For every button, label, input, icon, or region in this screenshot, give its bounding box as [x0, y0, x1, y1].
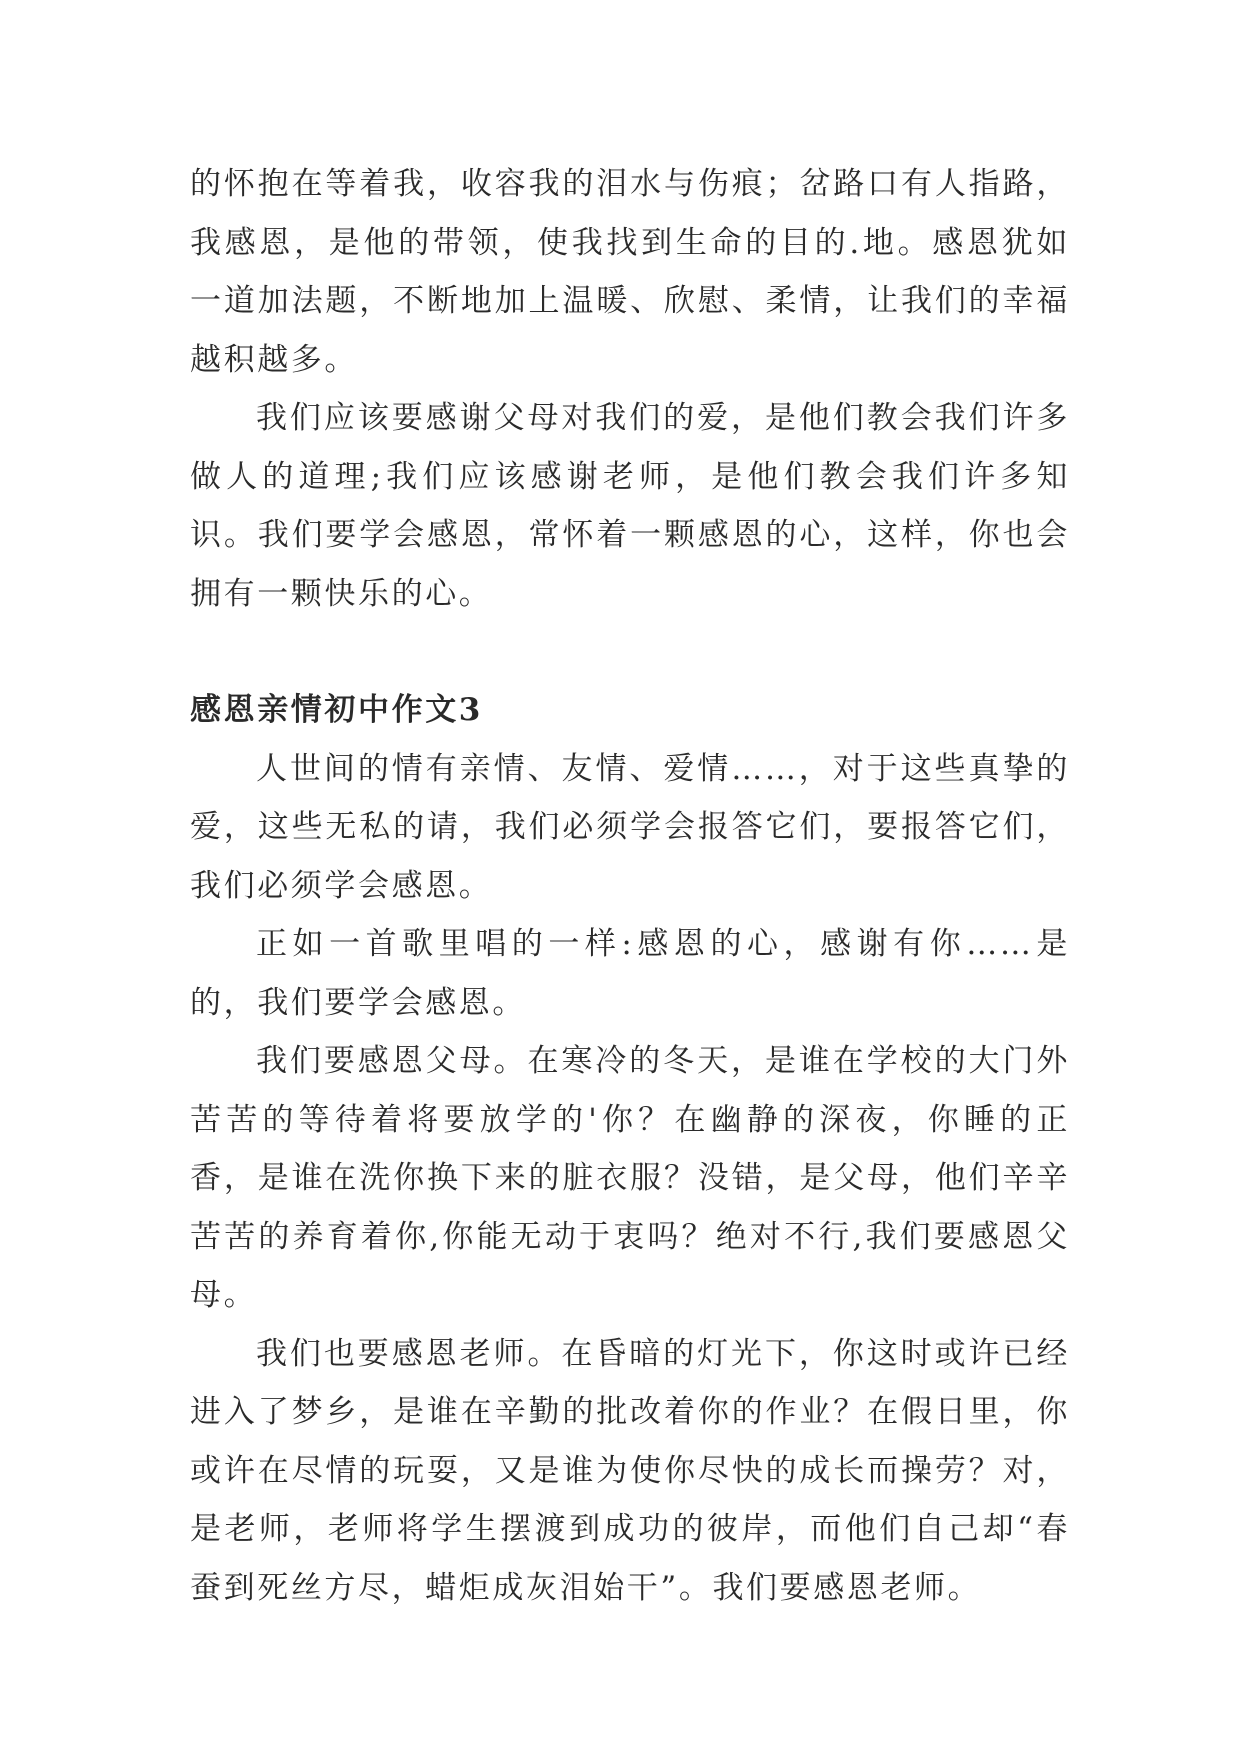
section-gap	[190, 623, 1070, 681]
paragraph-intro: 人世间的情有亲情、友情、爱情……，对于这些真挚的爱，这些无私的请，我们必须学会报答它们，要报答它们，我们必须学会感恩。	[190, 750, 1070, 904]
paragraph-teachers: 我们也要感恩老师。在昏暗的灯光下，你这时或许已经进入了梦乡，是谁在辛勤的批改着你的作业？在假日里，你或许在尽情的玩耍，又是谁为使你尽快的成长而操劳？对，是老师，老师将学生摆渡到成功的彼岸，而他们自己却“春蚕到死丝方尽，蜡炬成灰泪始干”。我们要感恩老师。	[190, 1335, 1070, 1606]
document-body	[190, 155, 1070, 1617]
paragraph-parents: 我们要感恩父母。在寒冷的冬天，是谁在学校的大门外苦苦的等待着将要放学的'你？在幽静的深夜，你睡的正香，是谁在洗你换下来的脏衣服？没错，是父母，他们辛辛苦苦的养育着你,你能无动于衷吗？绝对不行,我们要感恩父母。	[190, 1043, 1070, 1313]
section-title: 感恩亲情初中作文3	[190, 692, 483, 728]
paragraph-continuation: 的怀抱在等着我，收容我的泪水与伤痕；岔路口有人指路，我感恩，是他的带领，使我找到生命的目的.地。感恩犹如一道加法题，不断地加上温暖、欣慰、柔情，让我们的幸福越积越多。	[190, 166, 1070, 378]
paragraph-song: 正如一首歌里唱的一样:感恩的心，感谢有你……是的，我们要学会感恩。	[190, 926, 1070, 1021]
paragraph-gratitude-parents-teachers: 我们应该要感谢父母对我们的爱，是他们教会我们许多做人的道理;我们应该感谢老师，是他们教会我们许多知识。我们要学会感恩，常怀着一颗感恩的心，这样，你也会拥有一颗快乐的心。	[190, 400, 1070, 612]
